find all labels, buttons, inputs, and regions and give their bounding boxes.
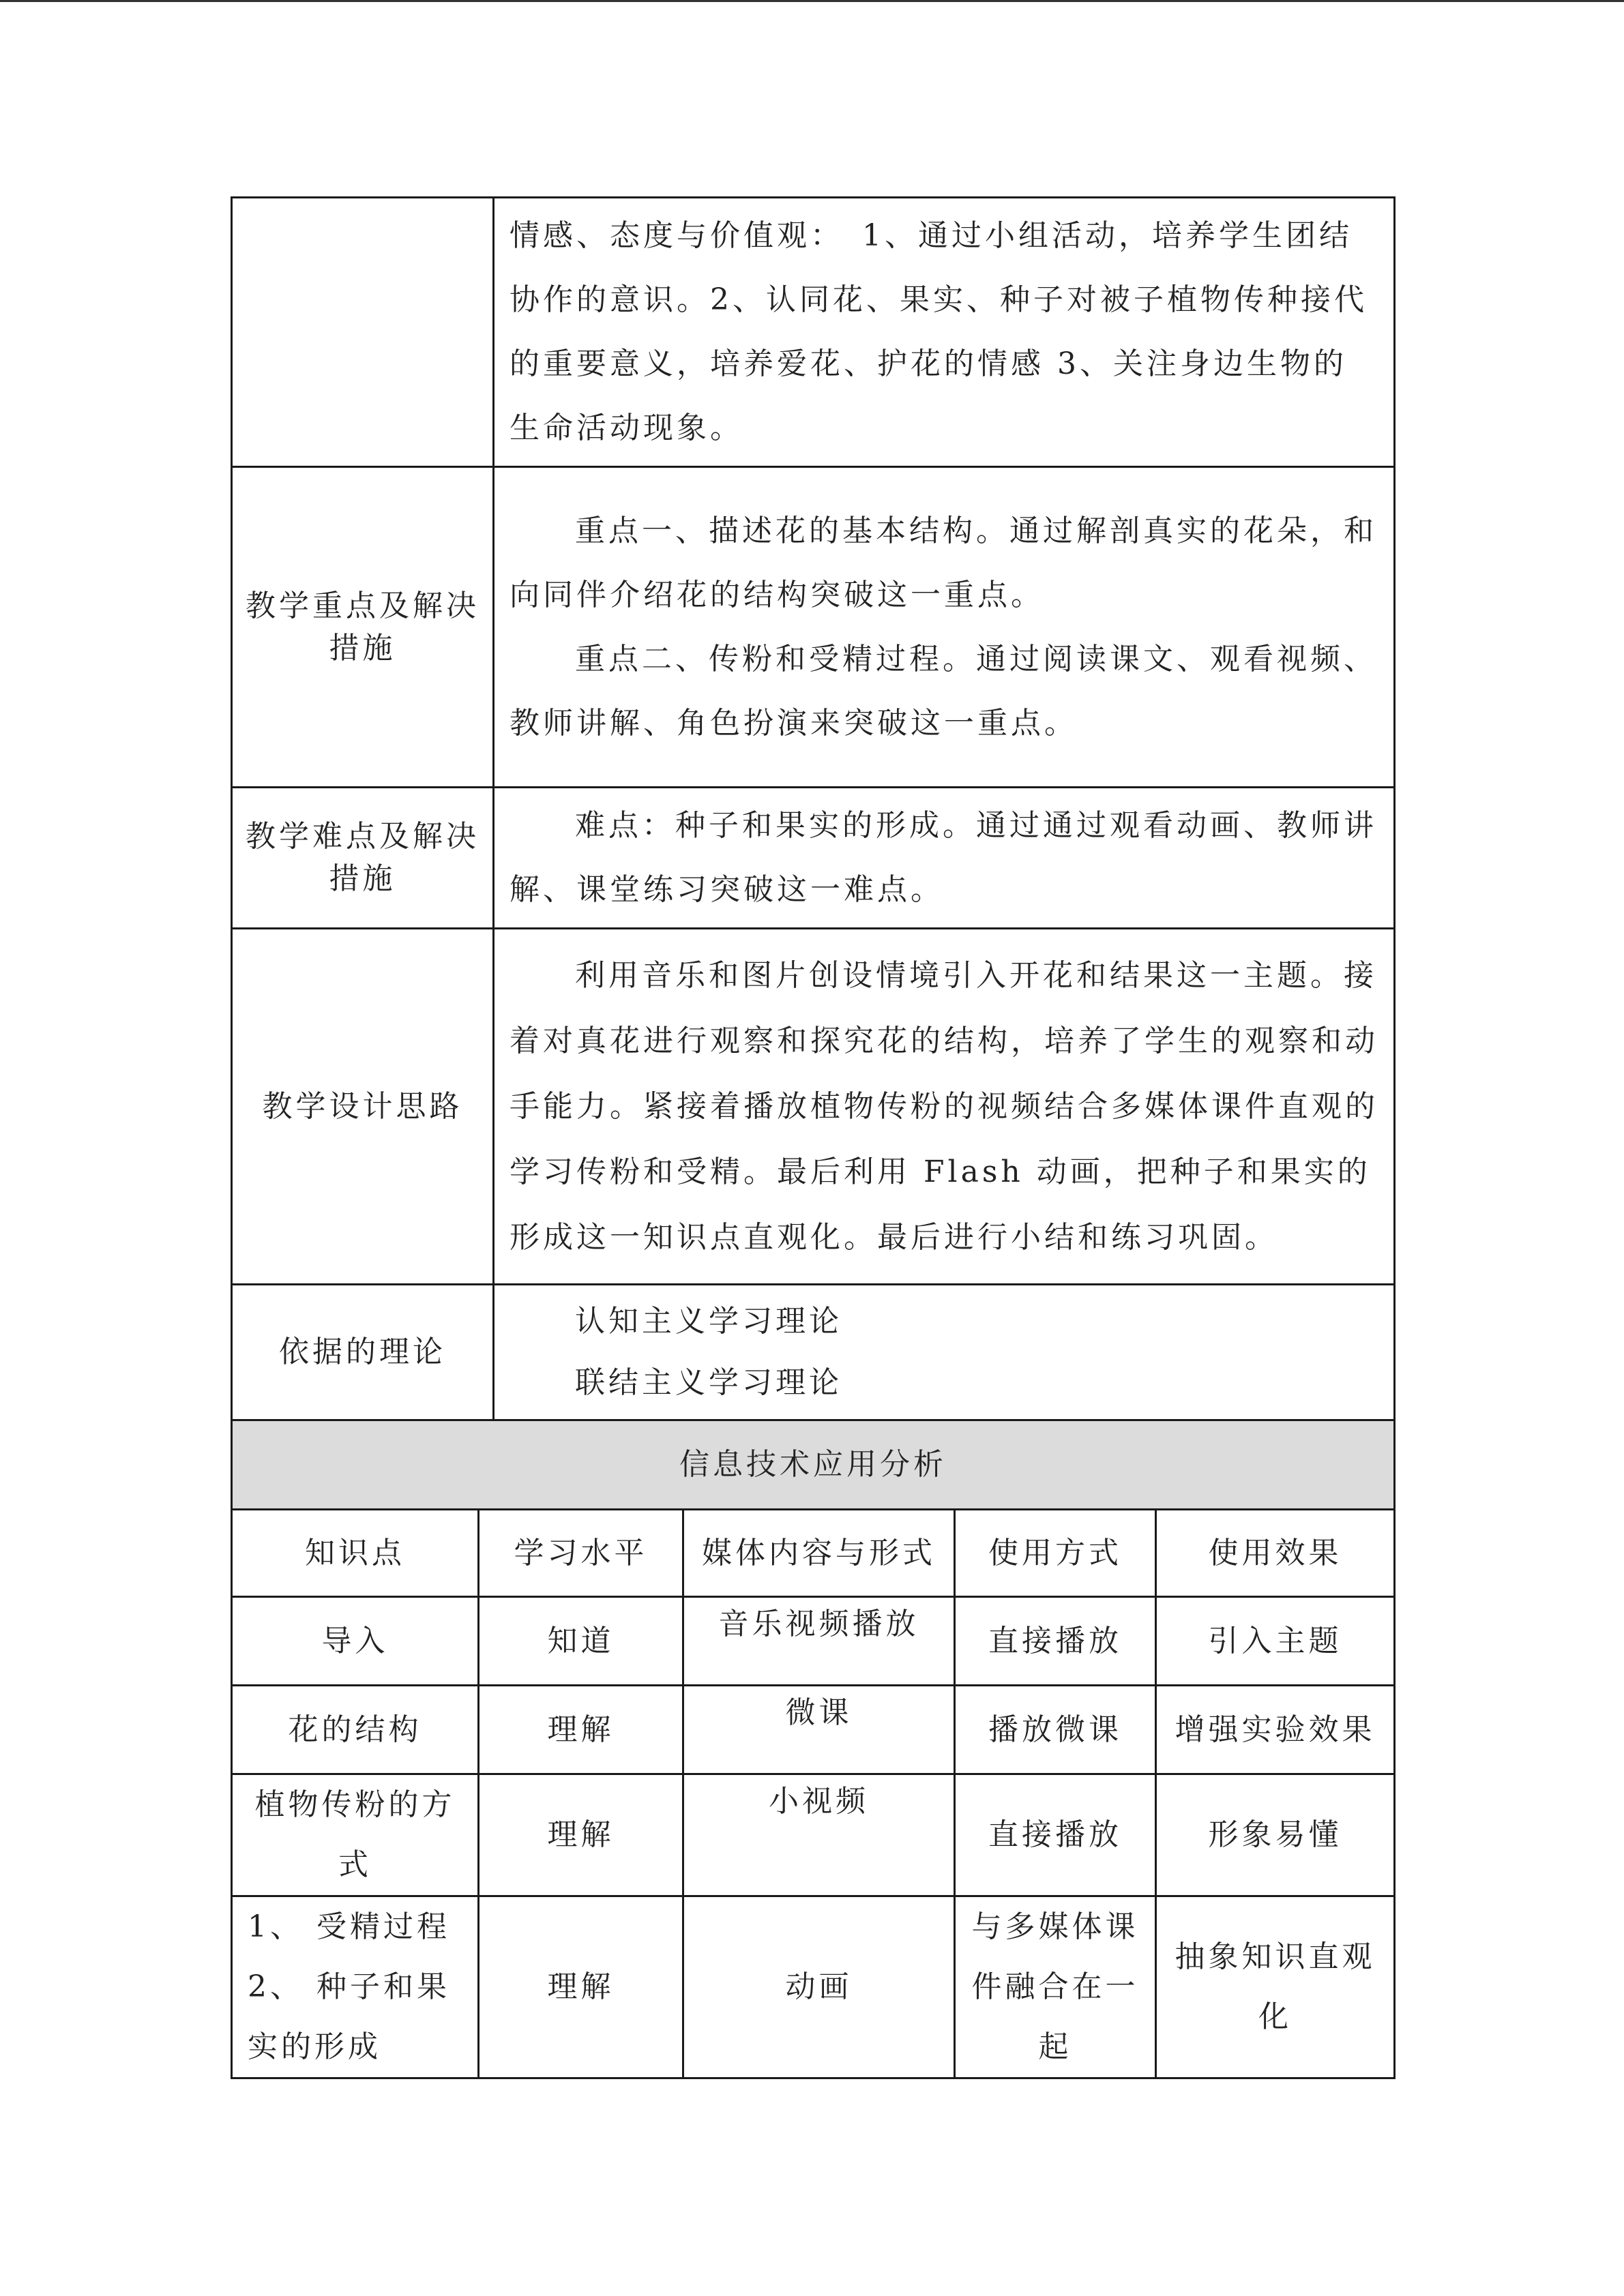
affective-row (232, 198, 1395, 467)
design-thinking-label: 教学设计思路 (232, 929, 494, 1285)
usage-method-cell: 直接播放 (955, 1597, 1156, 1686)
theory-line-1: 认知主义学习理论 (575, 1304, 842, 1339)
key-point-two: 重点二、传粉和受精过程。通过阅读课文、观看视频、教师讲解、角色扮演来突破这一重点。 (510, 641, 1377, 741)
table-row (232, 1896, 1395, 2078)
knowledge-point-cell: 花的结构 (232, 1686, 479, 1774)
difficult-points-row (232, 788, 1395, 929)
difficult-points-content (494, 788, 1395, 929)
header-learning-level: 学习水平 (479, 1510, 683, 1597)
difficult-point-text: 难点：种子和果实的形成。通过通过观看动画、教师讲解、课堂练习突破这一难点。 (510, 808, 1377, 907)
header-media-content: 媒体内容与形式 (683, 1510, 955, 1597)
usage-effect-cell: 形象易懂 (1156, 1774, 1395, 1896)
usage-method-cell: 播放微课 (955, 1686, 1156, 1774)
usage-method-cell: 直接播放 (955, 1774, 1156, 1896)
usage-effect-cell: 增强实验效果 (1156, 1686, 1395, 1774)
table-row (232, 1597, 1395, 1686)
affective-text: 情感、态度与价值观： 1、通过小组活动，培养学生团结协作的意识。2、认同花、果实、种子对被子植物传种接代的重要意义，培养爱花、护花的情感 3、关注身边生物的生命活动现象。 (510, 218, 1368, 445)
learning-level-cell: 知道 (479, 1597, 683, 1686)
key-points-row (232, 467, 1395, 788)
table-row (232, 1686, 1395, 1774)
usage-effect-cell: 抽象知识直观化 (1156, 1896, 1395, 2078)
table-row (232, 1774, 1395, 1896)
learning-level-cell: 理解 (479, 1686, 683, 1774)
knowledge-point-line-1: 1、 受精过程 (248, 1909, 450, 1944)
header-usage-method: 使用方式 (955, 1510, 1156, 1597)
knowledge-point-line-2: 2、 种子和果实的形成 (248, 1969, 450, 2064)
knowledge-point-cell: 导入 (232, 1597, 479, 1686)
learning-level-cell: 理解 (479, 1774, 683, 1896)
key-point-one: 重点一、描述花的基本结构。通过解剖真实的花朵，和向同伴介绍花的结构突破这一重点。 (510, 513, 1377, 612)
top-border-line (0, 0, 1624, 2)
column-header-row (232, 1510, 1395, 1597)
usage-effect-cell: 引入主题 (1156, 1597, 1395, 1686)
theory-label: 依据的理论 (232, 1285, 494, 1420)
knowledge-point-cell: 植物传粉的方式 (232, 1774, 479, 1896)
design-thinking-row (232, 929, 1395, 1285)
lesson-plan-page (231, 196, 1393, 2079)
header-usage-effect: 使用效果 (1156, 1510, 1395, 1597)
affective-label-cell (232, 198, 494, 467)
lesson-plan-table (231, 196, 1396, 1421)
key-points-content (494, 467, 1395, 788)
usage-method-cell: 与多媒体课件融合在一起 (955, 1896, 1156, 2078)
media-content-cell: 音乐视频播放 (683, 1597, 955, 1686)
it-analysis-title: 信息技术应用分析 (232, 1420, 1395, 1510)
media-content-cell: 小视频 (683, 1774, 955, 1896)
affective-content-cell (494, 198, 1395, 467)
header-knowledge-point: 知识点 (232, 1510, 479, 1597)
it-analysis-table (231, 1419, 1396, 2079)
knowledge-point-cell (232, 1896, 479, 2078)
key-points-label: 教学重点及解决措施 (232, 467, 494, 788)
learning-level-cell: 理解 (479, 1896, 683, 2078)
it-analysis-header-row (232, 1420, 1395, 1510)
media-content-cell: 动画 (683, 1896, 955, 2078)
media-content-cell: 微课 (683, 1686, 955, 1774)
theory-content (494, 1285, 1395, 1420)
design-thinking-text: 利用音乐和图片创设情境引入开花和结果这一主题。接着对真花进行观察和探究花的结构，培养了学生的观察和动手能力。紧接着播放植物传粉的视频结合多媒体课件直观的学习传粉和受精。最后利用 Flash 动画，把种子和果实的形成这一知识点直观化。最后进行小结和练习巩固。 (510, 957, 1378, 1255)
design-thinking-content (494, 929, 1395, 1285)
theory-line-2: 联结主义学习理论 (575, 1365, 842, 1400)
difficult-points-label: 教学难点及解决措施 (232, 788, 494, 929)
theory-row (232, 1285, 1395, 1420)
